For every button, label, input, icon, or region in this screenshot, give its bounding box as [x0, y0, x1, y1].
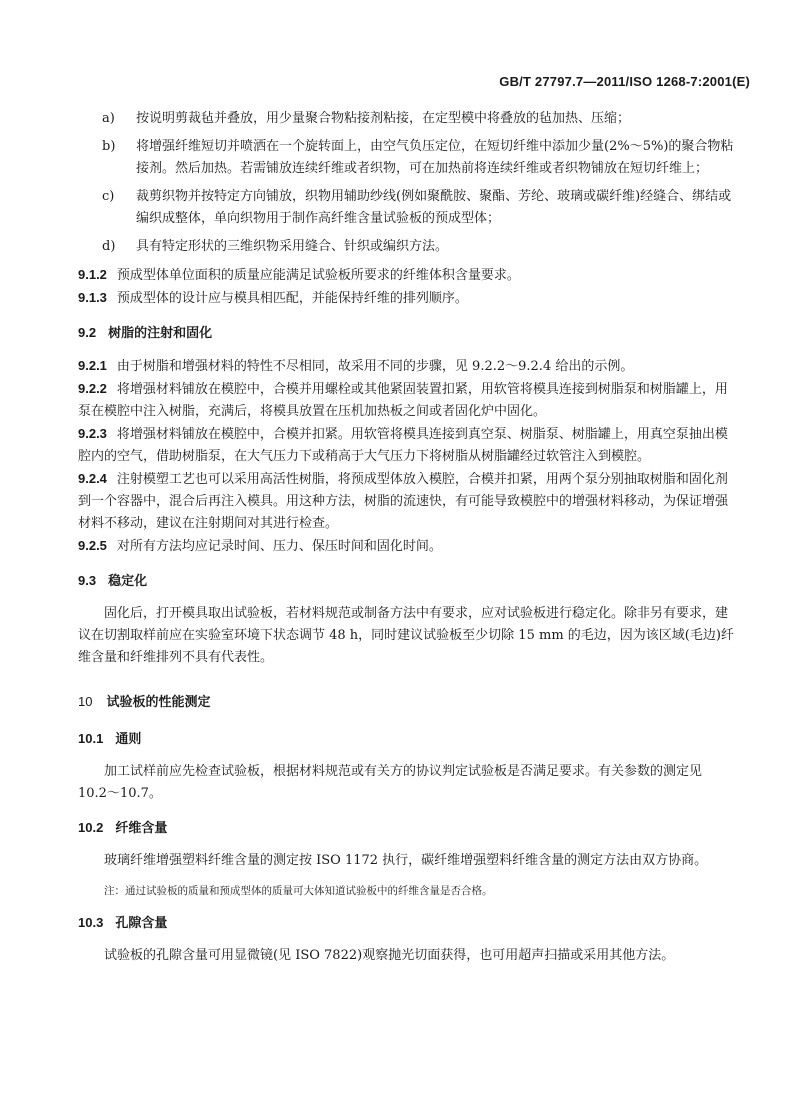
clause-9-1-3 — [78, 287, 734, 310]
paragraph-10-1: 加工试样前应先检查试验板，根据材料规范或有关方的协议判定试验板是否满足要求。有关参数的测定见 10.2～10.7。 — [78, 764, 703, 801]
clause-number: 9.2.5 — [78, 538, 107, 553]
standard-header: GB/T 27797.7—2011/ISO 1268-7:2001(E) — [499, 74, 750, 89]
list-items — [78, 108, 734, 258]
clause-9-2-3 — [78, 423, 734, 468]
section-heading-9-3 — [78, 570, 734, 593]
section-heading-10-2 — [78, 817, 734, 840]
section-number: 10.2 — [78, 820, 104, 835]
document-body — [78, 108, 734, 977]
clause-9-1-2 — [78, 264, 734, 287]
section-heading-10-3 — [78, 912, 734, 935]
clause-number: 9.1.3 — [78, 290, 107, 305]
list-text: 具有特定形状的三维织物采用缝合、针织或编织方法。 — [136, 239, 449, 254]
section-number: 10.1 — [78, 731, 104, 746]
clause-text: 将增强材料铺放在模腔中，合模并用螺栓或其他紧固装置扣紧，用软管将模具连接到树脂泵和树脂罐上，用泵在模腔中注入树脂，充满后，将模具放置在压机加热板之间或者固化炉中固化。 — [78, 382, 728, 419]
list-text: 裁剪织物并按特定方向铺放，织物用辅助纱线(例如聚酰胺、聚酯、芳纶、玻璃或碳纤维)经缝合、绑结或编织成整体，单向织物用于制作高纤维含量试验板的预成型体； — [136, 189, 732, 226]
clause-text: 对所有方法均应记录时间、压力、保压时间和固化时间。 — [116, 539, 442, 554]
section-title: 通则 — [115, 732, 142, 747]
clause-text: 注射模塑工艺也可以采用高活性树脂，将预成型体放入模腔，合模并扣紧，用两个泵分别抽取树脂和固化剂到一个容器中，混合后再注入模具。用这种方法，树脂的流速快，有可能导致模腔中的增强材料移动，为保证增强材料不移动，建议在注射期间对其进行检查。 — [78, 472, 729, 531]
clause-number: 9.2.3 — [78, 426, 107, 441]
list-marker: c) — [102, 189, 115, 204]
clause-9-2-1 — [78, 355, 734, 378]
section-title: 纤维含量 — [115, 821, 168, 836]
section-title: 孔隙含量 — [115, 916, 168, 931]
paragraph-9-3: 固化后，打开模具取出试验板，若材料规范或制备方法中有要求，应对试验板进行稳定化。除非另有要求，建议在切割取样前应在实验室环境下状态调节 48 h，同时建议试验板至少切除 15 mm 的毛边，因为该区域(毛边)纤维含量和纤维排列不具有代表性。 — [78, 606, 734, 665]
chapter-heading-10 — [78, 691, 734, 714]
clause-9-2-4 — [78, 468, 734, 535]
paragraph-10-3: 试验板的孔隙含量可用显微镜(见 ISO 7822)观察抛光切面获得，也可用超声扫描或采用其他方法。 — [104, 948, 675, 963]
section-title: 树脂的注射和固化 — [108, 326, 213, 341]
list-item — [78, 236, 734, 258]
clause-text: 预成型体单位面积的质量应能满足试验板所要求的纤维体积含量要求。 — [116, 268, 520, 283]
clause-text: 将增强材料铺放在模腔中，合模并扣紧。用软管将模具连接到真空泵、树脂泵、树脂罐上，用真空泵抽出模腔内的空气，借助树脂泵，在大气压力下或稍高于大气压力下将树脂从树脂罐经过软管注入到模腔。 — [78, 427, 728, 464]
section-number: 9.2 — [78, 325, 97, 340]
section-number: 9.3 — [78, 573, 97, 588]
clause-number: 9.2.1 — [78, 358, 107, 373]
chapter-title: 试验板的性能测定 — [106, 695, 211, 710]
paragraph-10-2: 玻璃纤维增强塑料纤维含量的测定按 ISO 1172 执行，碳纤维增强塑料纤维含量的测定方法由双方协商。 — [104, 853, 708, 868]
chapter-number: 10 — [78, 694, 93, 709]
list-item — [78, 136, 734, 180]
section-number: 10.3 — [78, 915, 104, 930]
note-10-2: 注：通过试验板的质量和预成型体的质量可大体知道试验板中的纤维含量是否合格。 — [104, 885, 493, 897]
section-heading-9-2 — [78, 322, 734, 345]
list-text: 按说明剪裁毡并叠放，用少量聚合物粘接剂粘接，在定型模中将叠放的毡加热、压缩； — [136, 111, 631, 126]
list-marker: a) — [102, 111, 115, 126]
clause-number: 9.2.4 — [78, 471, 107, 486]
list-item — [78, 186, 734, 230]
list-item — [78, 108, 734, 130]
clause-9-2-2 — [78, 378, 734, 423]
clause-number: 9.1.2 — [78, 267, 107, 282]
list-marker: d) — [102, 239, 116, 254]
clause-number: 9.2.2 — [78, 381, 107, 396]
clause-9-2-5 — [78, 535, 734, 558]
list-marker: b) — [102, 139, 116, 154]
clause-text: 预成型体的设计应与模具相匹配，并能保持纤维的排列顺序。 — [116, 291, 468, 306]
list-text: 将增强纤维短切并喷洒在一个旋转面上，由空气负压定位，在短切纤维中添加少量(2%～5%)的聚合物粘接剂。然后加热。若需铺放连续纤维或者织物，可在加热前将连续纤维或者织物铺放在短切纤维上； — [136, 139, 734, 176]
section-heading-10-1 — [78, 728, 734, 751]
clause-text: 由于树脂和增强材料的特性不尽相同，故采用不同的步骤，见 9.2.2～9.2.4 给出的示例。 — [116, 359, 634, 374]
section-title: 稳定化 — [108, 574, 148, 589]
